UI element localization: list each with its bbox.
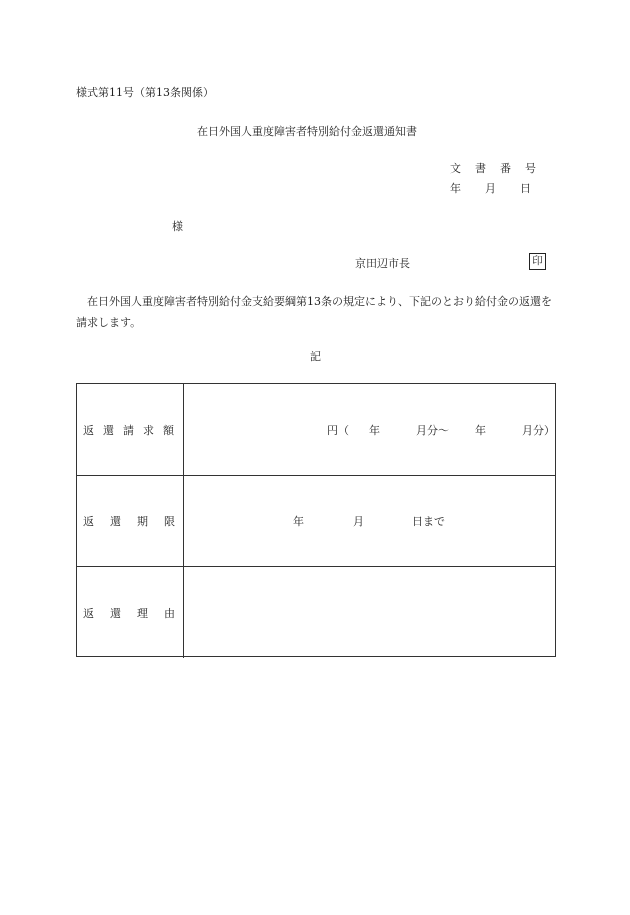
amount-label-char: 返	[83, 423, 94, 437]
amount-start-year: 年	[369, 423, 380, 437]
document-title: 在日外国人重度障害者特別給付金返還通知書	[197, 125, 417, 138]
date-day-label: 日	[520, 182, 531, 195]
doc-number-char: 書	[475, 162, 486, 175]
amount-label-char: 請	[123, 423, 134, 437]
deadline-label-char: 期	[137, 515, 148, 528]
amount-label-char: 還	[103, 423, 114, 437]
amount-label-char: 求	[143, 423, 154, 437]
amount-start-month: 月分～	[416, 423, 449, 437]
doc-number-char: 番	[500, 162, 511, 175]
table-row-amount	[77, 384, 555, 476]
form-number: 様式第11号（第13条関係）	[76, 86, 214, 99]
reason-label-char: 還	[110, 606, 121, 620]
doc-number-char: 文	[450, 162, 461, 175]
date-month-label: 月	[485, 182, 496, 195]
deadline-label-char: 返	[83, 515, 94, 528]
reason-label-char: 由	[164, 606, 175, 620]
deadline-day: 日まで	[412, 515, 445, 528]
addressee-suffix: 様	[172, 220, 183, 233]
reason-label	[77, 567, 184, 658]
deadline-label-char: 還	[110, 515, 121, 528]
doc-number-char: 号	[525, 162, 536, 175]
amount-end-month: 月分）	[522, 423, 555, 437]
issue-date	[450, 180, 531, 196]
document-number-label	[450, 160, 536, 176]
amount-label	[77, 384, 184, 475]
repayment-table	[76, 383, 556, 657]
body-text: 在日外国人重度障害者特別給付金支給要綱第13条の規定により、下記のとおり給付金の返還を請求します。	[76, 295, 552, 329]
deadline-label-char: 限	[164, 515, 175, 528]
deadline-month: 月	[353, 515, 364, 528]
seal-mark: 印	[529, 253, 546, 270]
issuer-title: 京田辺市長	[355, 257, 410, 270]
table-row-reason	[77, 567, 555, 658]
deadline-label	[77, 476, 184, 566]
table-row-deadline	[77, 476, 555, 567]
amount-label-char: 額	[163, 423, 174, 437]
note-mark: 記	[310, 350, 321, 363]
amount-yen: 円（	[327, 423, 349, 437]
deadline-year: 年	[293, 515, 304, 528]
date-year-label: 年	[450, 182, 461, 195]
reason-label-char: 返	[83, 606, 94, 620]
reason-label-char: 理	[137, 606, 148, 620]
amount-end-year: 年	[475, 423, 486, 437]
